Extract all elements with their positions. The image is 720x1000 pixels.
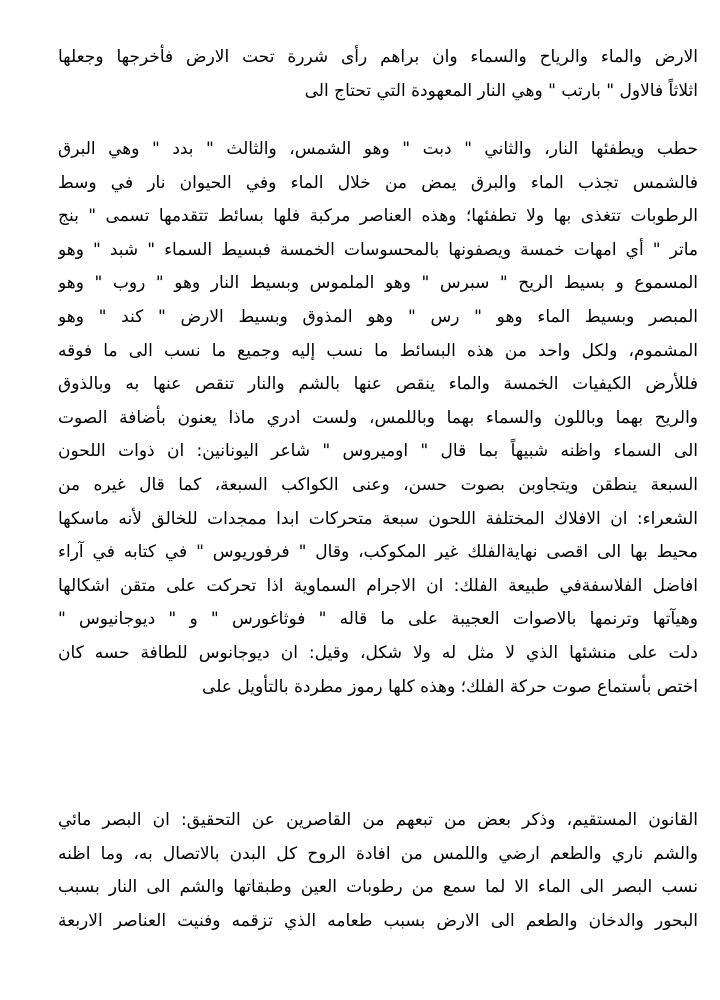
paragraph-3 (58, 804, 698, 938)
text-line: فللأرض الكيفيات الخمسة والماء ينقص عنها بالشم والنار تنقص عنها به وبالذوق (58, 374, 698, 395)
text-line: ماتر " أي امهات خمسة ويصفونها بالمحسوسات الخمسة فبسيط السماء " شبد " وهو (58, 239, 698, 260)
text-line: المسموع و بسيط الريح " سبرس " وهو الملموس وبسيط النار وهو " روب " وهو (58, 273, 698, 294)
text-line: اثلاثاً فالاول " بارتب " وهي النار المعهودة التي تحتاج الى (304, 80, 698, 101)
text-line: الشعراء: ان الافلاك المختلفة اللحون سبعة متحركات ابدا ممجدات للخالق لأنه ماسكها (58, 508, 698, 529)
text-line: الارض والماء والرياح والسماء وان براهم رأى شررة تحت الارض فأخرجها وجعلها (58, 47, 698, 67)
text-line: دلت على منشئها الذي لا مثل له ولا شكل، وقيل: ان ديوجانوس للطافة حسه كان (58, 642, 698, 663)
text-line: المبصر وبسيط الماء وهو " رس " وهو المذوق وبسيط الارض " كند " وهو (58, 306, 698, 327)
text-line: حطب ويطفئها النار، والثاني " دبت " وهو الشمس، والثالث " بدد " وهي البرق (58, 139, 698, 159)
text-line: والشم ناري والطعم ارضي واللمس من افادة الروح كل البدن بالاتصال به، وما اظنه (58, 843, 698, 864)
text-line: البحور والدخان والطعم الى الارض بسبب طعامه الذي تزقمه وفنيت العناصر الاربعة (58, 910, 698, 931)
paragraph-2 (58, 133, 698, 704)
text-line: الرطوبات تتغذى بها ولا تطفئها؛ وهذه العناصر مركبة فلها بسائط تتقدمها تسمى " بنج (58, 206, 698, 227)
text-line: القانون المستقيم، وذكر بعض من تبعهم من القاصرين عن التحقيق: ان البصر مائي (58, 810, 698, 830)
paragraph-1 (58, 41, 698, 108)
text-line: فالشمس تجذب الماء والبرق يمض من خلال الماء وفي الحيوان نار في وسط (58, 172, 698, 193)
text-line: اختص بأستماع صوت حركة الفلك؛ وهذه كلها رموز مطردة بالتأويل على (202, 676, 698, 697)
text-line: المشموم، ولكل واحد من هذه البسائط ما نسب إليه وجميع ما نسب الى ما فوقه (58, 340, 698, 361)
text-line: محيط بها الى اقصى نهايةالفلك غير المكوكب، وقال " فرفوريوس " في كتابه في آراء (58, 542, 698, 563)
text-line: وهيآتها وترنمها بالاصوات العجيبة على ما قاله " فوثاغورس " و " ديوجانيوس " (58, 609, 698, 630)
text-line: افاضل الفلاسفةفي طبيعة الفلك: ان الاجرام السماوية اذا تحركت على متقن اشكالها (58, 575, 698, 596)
text-line: نسب البصر الى الماء الا لما سمع من رطوبات العين وطبقاتها والشم الى النار بسبب (58, 877, 698, 898)
text-line: الى السماء واظنه شبيهاً بما قال " اوميروس " شاعر اليونانين: ان ذوات اللحون (58, 441, 698, 462)
text-line: السبعة ينطقن ويتجاوبن بصوت حسن، وعنى الكواكب السبعة، كما قال غيره من (58, 474, 698, 495)
text-line: والريح بهما وباللون والسماء بهما وباللمس، ولست ادري ماذا يعنون بأضافة الصوت (58, 407, 698, 428)
